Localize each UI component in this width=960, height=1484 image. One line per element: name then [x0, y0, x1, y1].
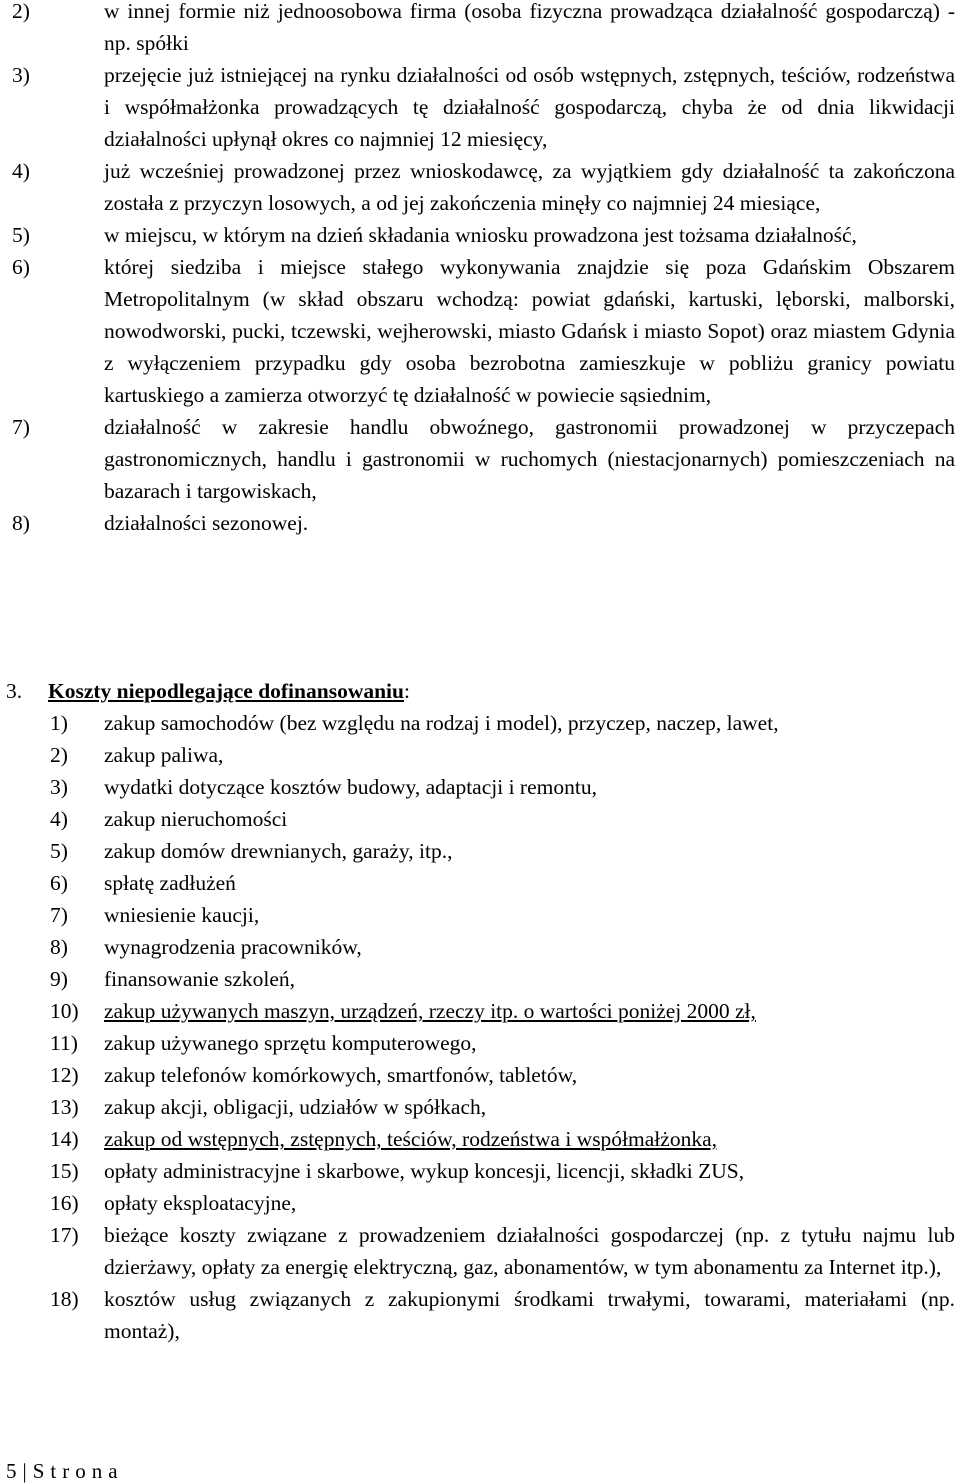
list-item — [0, 963, 955, 995]
item-text: której siedziba i miejsce stałego wykonywania znajdzie się poza Gdańskim Obszarem Metropolitalnym (w skład obszaru wchodzą: powiat gdański, kartuski, lęborski, malborski, nowodworski, pucki, tczewski, wejherowski, miasto Gdańsk i miasto Sopot) oraz miastem Gdynia z wyłączeniem przypadku gdy osoba bezrobotna zamieszkuje w pobliżu granicy powiatu kartuskiego a zamierza otworzyć tę działalność w powiecie sąsiednim, — [104, 255, 955, 407]
item-number: 10) — [50, 999, 79, 1023]
section-heading — [0, 675, 955, 707]
item-number: 6) — [12, 255, 30, 279]
list-item — [0, 995, 955, 1027]
item-text: zakup używanego sprzętu komputerowego, — [104, 1031, 477, 1055]
section-title-colon: : — [403, 679, 410, 703]
item-number: 8) — [12, 511, 30, 535]
item-number: 6) — [50, 871, 68, 895]
item-number: 5) — [50, 839, 68, 863]
item-text-underlined: zakup używanych maszyn, urządzeń, rzeczy itp. o wartości poniżej 2000 zł, — [104, 999, 756, 1023]
item-number: 4) — [50, 807, 68, 831]
item-text: wynagrodzenia pracowników, — [104, 935, 362, 959]
item-text: działalności sezonowej. — [104, 511, 309, 535]
item-text: zakup akcji, obligacji, udziałów w spółkach, — [104, 1095, 487, 1119]
item-text: przejęcie już istniejącej na rynku działalności od osób wstępnych, zstępnych, teściów, rodzeństwa i współmałżonka prowadzących tę działalność gospodarczą, chyba że od dnia likwidacji działalności upłynął okres co najmniej 12 miesięcy, — [104, 63, 955, 151]
item-text: w miejscu, w którym na dzień składania wniosku prowadzona jest tożsama działalność, — [104, 223, 857, 247]
list-item — [0, 803, 955, 835]
item-text: kosztów usług związanych z zakupionymi środkami trwałymi, towarami, materiałami (np. montaż), — [104, 1287, 955, 1343]
costs-list — [0, 707, 955, 1347]
list-item — [0, 1059, 955, 1091]
section-3 — [0, 675, 955, 1347]
list-item — [0, 835, 955, 867]
item-text: bieżące koszty związane z prowadzeniem działalności gospodarczej (np. z tytułu najmu lub dzierżawy, opłaty za energię elektryczną, gaz, abonamentów, w tym abonamentu za Internet itp.), — [104, 1223, 955, 1279]
list-item — [0, 1155, 955, 1187]
page-number: 5 — [6, 1459, 17, 1483]
item-number: 2) — [50, 743, 68, 767]
list-item — [0, 1123, 955, 1155]
list-item — [0, 219, 955, 251]
item-number: 4) — [12, 159, 30, 183]
list-item — [0, 155, 955, 219]
item-number: 9) — [50, 967, 68, 991]
item-number: 12) — [50, 1063, 79, 1087]
list-item — [0, 251, 955, 411]
list-item — [0, 507, 955, 539]
item-number: 7) — [50, 903, 68, 927]
item-number: 3) — [50, 775, 68, 799]
item-text: zakup paliwa, — [104, 743, 224, 767]
item-number: 8) — [50, 935, 68, 959]
item-text-underlined: zakup od wstępnych, zstępnych, teściów, rodzeństwa i współmałżonka, — [104, 1127, 717, 1151]
item-text: opłaty eksploatacyjne, — [104, 1191, 297, 1215]
page-footer — [6, 1458, 124, 1484]
list-item — [0, 1091, 955, 1123]
list-item — [0, 59, 955, 155]
section-title: Koszty niepodlegające dofinansowaniu — [48, 679, 404, 703]
footer-separator: | — [22, 1459, 27, 1483]
item-text: zakup samochodów (bez względu na rodzaj i model), przyczep, naczep, lawet, — [104, 711, 779, 735]
item-number: 15) — [50, 1159, 79, 1183]
item-number: 5) — [12, 223, 30, 247]
item-number: 2) — [12, 0, 30, 23]
item-number: 17) — [50, 1223, 79, 1247]
item-number: 16) — [50, 1191, 79, 1215]
list-item — [0, 1219, 955, 1283]
item-text: finansowanie szkoleń, — [104, 967, 296, 991]
item-number: 1) — [50, 711, 68, 735]
list-item — [0, 1187, 955, 1219]
footer-page-label: Strona — [32, 1459, 124, 1483]
item-number: 13) — [50, 1095, 79, 1119]
item-text: zakup telefonów komórkowych, smartfonów, tabletów, — [104, 1063, 578, 1087]
item-text: spłatę zadłużeń — [104, 871, 236, 895]
item-number: 14) — [50, 1127, 79, 1151]
item-text: działalność w zakresie handlu obwoźnego, gastronomii prowadzonej w przyczepach gastronomicznych, handlu i gastronomii w ruchomych (niestacjonarnych) pomieszczeniach na bazarach i targowiskach, — [104, 415, 955, 503]
item-number: 7) — [12, 415, 30, 439]
list-item — [0, 1283, 955, 1347]
item-text: już wcześniej prowadzonej przez wnioskodawcę, za wyjątkiem gdy działalność ta zakończona została z przyczyn losowych, a od jej zakończenia minęły co najmniej 24 miesiące, — [104, 159, 955, 215]
item-text: zakup nieruchomości — [104, 807, 288, 831]
list-item — [0, 0, 955, 59]
list-item — [0, 867, 955, 899]
exclusions-list — [0, 0, 955, 539]
list-item — [0, 931, 955, 963]
item-number: 11) — [50, 1031, 78, 1055]
list-item — [0, 739, 955, 771]
item-text: opłaty administracyjne i skarbowe, wykup koncesji, licencji, składki ZUS, — [104, 1159, 745, 1183]
item-number: 18) — [50, 1287, 79, 1311]
item-text: wniesienie kaucji, — [104, 903, 260, 927]
section-number: 3. — [6, 679, 23, 703]
list-item — [0, 1027, 955, 1059]
item-text: zakup domów drewnianych, garaży, itp., — [104, 839, 453, 863]
item-text: wydatki dotyczące kosztów budowy, adaptacji i remontu, — [104, 775, 597, 799]
list-item — [0, 899, 955, 931]
item-text: w innej formie niż jednoosobowa firma (osoba fizyczna prowadząca działalność gospodarczą) - np. spółki — [104, 0, 955, 55]
item-number: 3) — [12, 63, 30, 87]
list-item — [0, 707, 955, 739]
list-item — [0, 411, 955, 507]
list-item — [0, 771, 955, 803]
